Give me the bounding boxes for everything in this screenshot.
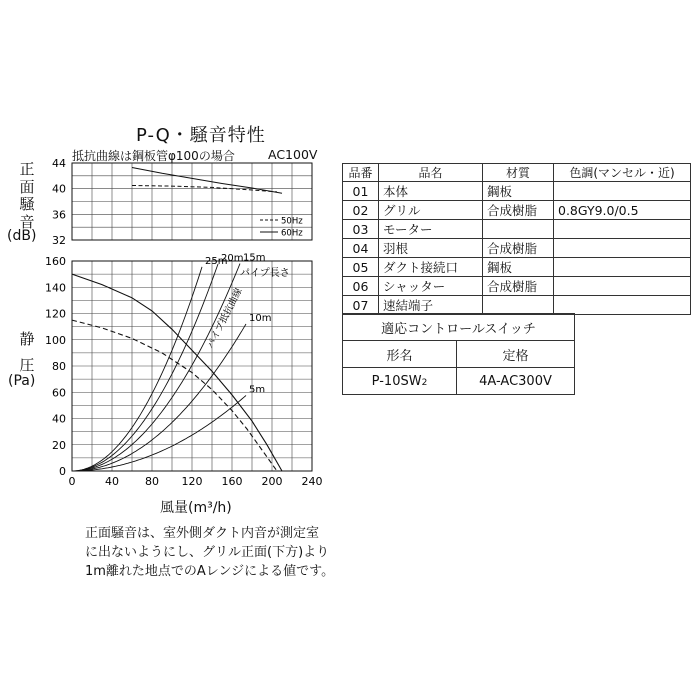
pressure-axis-char: 静 — [19, 330, 35, 348]
y-tick-label: 32 — [52, 234, 66, 247]
noise-axis-unit: (dB) — [7, 228, 37, 244]
noise-axis-char: 面 — [19, 177, 35, 196]
resistance-curve-label: 15m — [243, 252, 266, 264]
x-tick-label: 240 — [301, 475, 323, 488]
part-color — [554, 182, 691, 201]
pq-curve-60hz — [72, 274, 282, 471]
resistance-curve-label: 10m — [249, 312, 272, 324]
part-no: 05 — [343, 258, 379, 277]
y-tick-label: 36 — [52, 208, 66, 222]
part-name: シャッター — [379, 277, 483, 296]
part-color — [554, 239, 691, 258]
part-name: ダクト接続口 — [379, 258, 483, 277]
resistance-curve-5m — [72, 396, 246, 472]
part-material: 合成樹脂 — [483, 239, 554, 258]
y-tick-label: 160 — [45, 255, 66, 268]
part-no: 06 — [343, 277, 379, 296]
y-tick-label: 140 — [45, 281, 66, 295]
part-material — [483, 296, 554, 315]
header-model: 形名 — [343, 341, 457, 368]
part-no: 03 — [343, 220, 379, 239]
resistance-curve-label: 5m — [249, 384, 266, 396]
noise-plot — [52, 157, 312, 247]
header-material: 材質 — [483, 164, 554, 182]
control-table-title-row — [343, 314, 575, 341]
y-tick-label: 100 — [45, 333, 66, 347]
legend-50hz: 50Hz — [281, 216, 303, 227]
noise-curve-60hz — [132, 168, 282, 194]
part-name: 速結端子 — [379, 296, 483, 315]
pq-plot — [45, 253, 323, 488]
x-axis-label: 風量(m³/h) — [160, 500, 232, 516]
part-material: 鋼板 — [483, 258, 554, 277]
part-color — [554, 296, 691, 315]
table-row — [343, 239, 691, 258]
note-line: 1m離れた地点でのAレンジによる値です。 — [85, 564, 335, 579]
part-name: グリル — [379, 201, 483, 220]
parts-table — [342, 163, 691, 315]
resistance-curve-20m — [72, 264, 218, 471]
x-tick-label: 120 — [181, 475, 203, 488]
control-switch-table — [342, 313, 575, 395]
part-material: 鋼板 — [483, 182, 554, 201]
pipe-length-label: パイプ長さ — [240, 268, 290, 279]
rating-value: 4A-AC300V — [457, 368, 575, 395]
part-color — [554, 258, 691, 277]
noise-axis-char: 騒 — [19, 195, 35, 213]
part-color: 0.8GY9.0/0.5 — [554, 201, 691, 220]
noise-axis-char: 正 — [19, 160, 35, 178]
resistance-curve-label: パイプ抵抗曲線 — [204, 286, 245, 351]
note-line: に出ないようにし、グリル正面(下方)より — [85, 545, 330, 560]
legend-60hz: 60Hz — [281, 228, 303, 239]
part-name: 本体 — [379, 182, 483, 201]
table-row — [343, 277, 691, 296]
part-material — [483, 220, 554, 239]
x-tick-label: 0 — [68, 475, 76, 488]
noise-axis-char: 音 — [19, 212, 35, 231]
y-tick-label: 80 — [52, 360, 66, 373]
parts-table-header — [343, 164, 691, 182]
resistance-curve-label: 20m — [221, 252, 244, 264]
pressure-axis-unit: (Pa) — [8, 373, 36, 389]
y-tick-label: 40 — [52, 182, 66, 196]
header-color: 色調(マンセル・近) — [554, 164, 691, 182]
part-no: 04 — [343, 239, 379, 258]
resistance-curve-15m — [72, 264, 240, 471]
part-material: 合成樹脂 — [483, 277, 554, 296]
part-no: 07 — [343, 296, 379, 315]
part-no: 02 — [343, 201, 379, 220]
y-tick-label: 40 — [52, 412, 66, 426]
x-tick-label: 40 — [105, 475, 119, 488]
header-part-name: 品名 — [379, 164, 483, 182]
y-tick-label: 44 — [52, 157, 66, 170]
part-name: 羽根 — [379, 239, 483, 258]
measurement-note — [85, 524, 345, 581]
resistance-curve-label: 25m — [205, 255, 228, 267]
y-tick-label: 20 — [52, 438, 66, 452]
header-part-no: 品番 — [343, 164, 379, 182]
x-tick-label: 80 — [145, 475, 159, 488]
chart-subtitle: 抵抗曲線は鋼板管φ100の場合 — [72, 149, 235, 163]
model-subscript: 2 — [421, 377, 428, 388]
table-row — [343, 296, 691, 315]
header-rating: 定格 — [457, 341, 575, 368]
part-color — [554, 220, 691, 239]
note-line: 正面騒音は、室外側ダクト内音が測定室 — [85, 526, 320, 541]
y-tick-label: 0 — [59, 465, 66, 478]
table-row — [343, 182, 691, 201]
table-row — [343, 258, 691, 277]
pressure-axis-char: 圧 — [19, 356, 35, 374]
part-no: 01 — [343, 182, 379, 201]
chart-title: P-Q・騒音特性 — [136, 125, 266, 146]
table-row — [343, 220, 691, 239]
pq-curve-50hz — [72, 320, 277, 471]
part-color — [554, 277, 691, 296]
model-name: P-10SW — [371, 373, 422, 389]
table-row — [343, 368, 575, 395]
voltage-label: AC100V — [268, 147, 318, 162]
part-material: 合成樹脂 — [483, 201, 554, 220]
control-table-title: 適応コントロールスイッチ — [343, 314, 575, 341]
x-tick-label: 200 — [261, 475, 283, 488]
model-cell — [343, 368, 457, 395]
noise-legend — [260, 217, 303, 239]
y-tick-label: 60 — [52, 386, 66, 400]
part-name: モーター — [379, 220, 483, 239]
table-row — [343, 201, 691, 220]
x-tick-label: 160 — [221, 475, 243, 488]
control-table-header — [343, 341, 575, 368]
y-tick-label: 120 — [45, 307, 66, 321]
